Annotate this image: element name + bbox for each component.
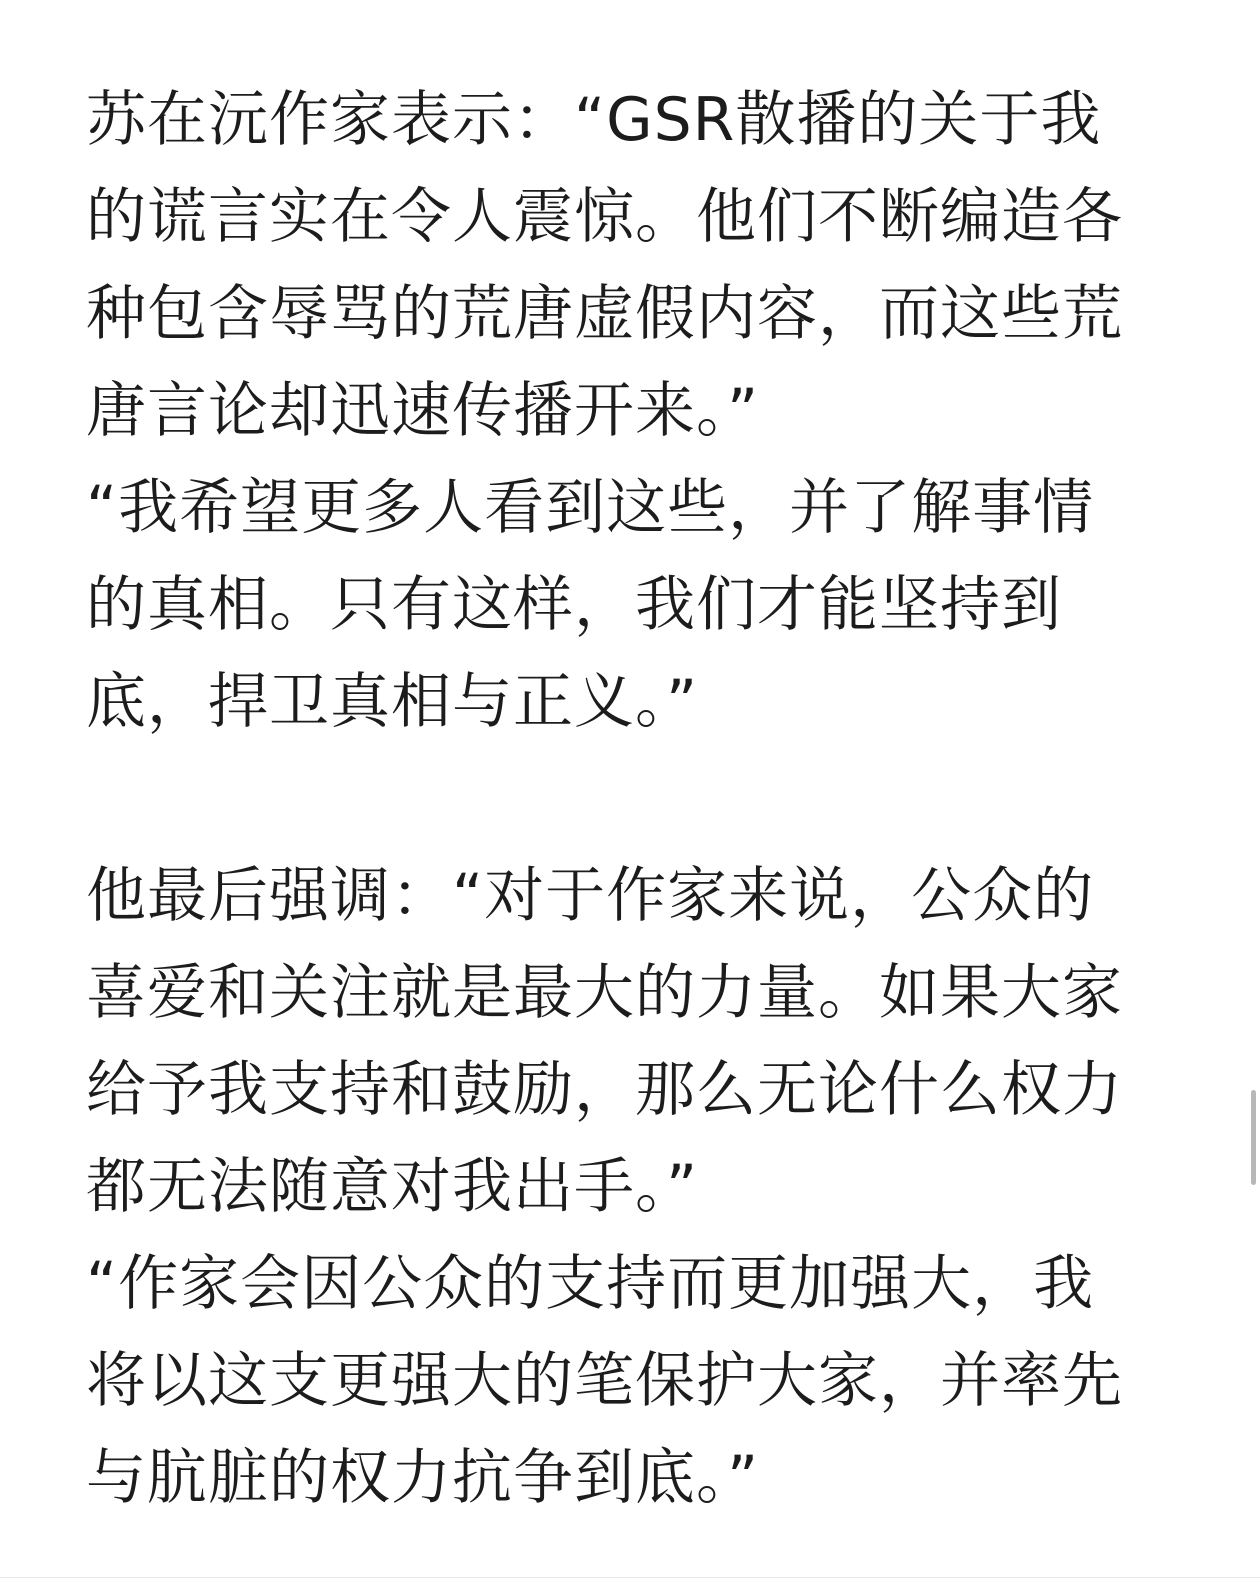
text-line: 喜爱和关注就是最大的力量。如果大家 [86, 958, 1123, 1028]
scrollbar[interactable] [1246, 0, 1260, 1578]
scrollbar-thumb[interactable] [1251, 1090, 1256, 1185]
paragraph-2 [86, 848, 1166, 1527]
text-line: 将以这支更强大的笔保护大家，并率先 [86, 1346, 1123, 1416]
article-body [86, 72, 1166, 1527]
text-line: 的谎言实在令人震惊。他们不断编造各 [86, 182, 1123, 252]
text-line: 他最后强调：“对于作家来说，公众的 [86, 861, 1095, 931]
paragraph-1 [86, 72, 1166, 751]
text-line: 种包含辱骂的荒唐虚假内容，而这些荒 [86, 279, 1123, 349]
text-line: 都无法随意对我出手。” [86, 1152, 699, 1222]
text-line: 的真相。只有这样，我们才能坚持到 [86, 570, 1062, 640]
text-line: 唐言论却迅速传播开来。” [86, 376, 760, 446]
paragraph-spacer [86, 751, 1166, 848]
text-line: “作家会因公众的支持而更加强大，我 [86, 1249, 1095, 1319]
text-line: 苏在沅作家表示：“GSR散播的关于我 [86, 85, 1102, 155]
text-line: “我希望更多人看到这些，并了解事情 [86, 473, 1095, 543]
text-line: 底，捍卫真相与正义。” [86, 667, 699, 737]
text-line: 与肮脏的权力抗争到底。” [86, 1443, 760, 1513]
text-line: 给予我支持和鼓励，那么无论什么权力 [86, 1055, 1123, 1125]
